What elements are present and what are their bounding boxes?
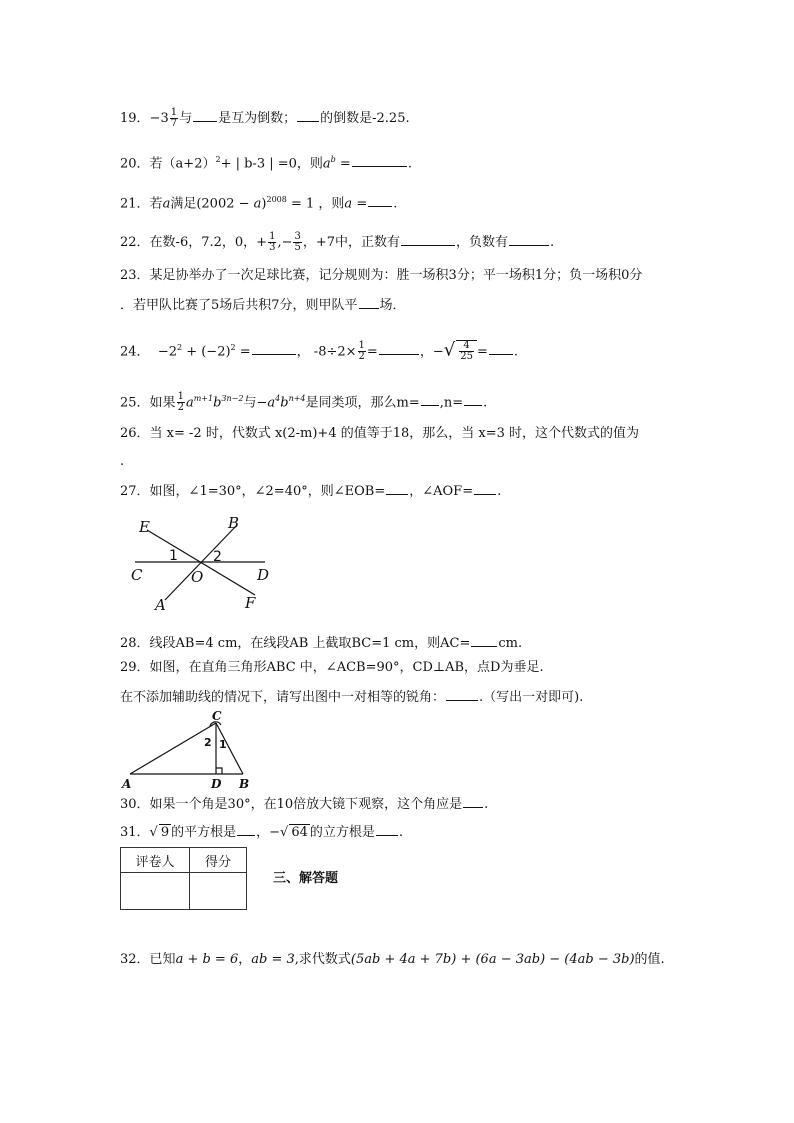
text: = <box>235 344 251 360</box>
question-number: 30． <box>120 797 150 812</box>
text: 的值. <box>634 952 665 967</box>
text: 如果一个角是30°，在10倍放大镜下观察，这个角应是 <box>149 797 463 812</box>
fraction: $\frac{1}{7}$ <box>170 107 178 129</box>
text: ,求代数式 <box>294 952 351 967</box>
text: ab = 3 <box>251 952 295 967</box>
score-table <box>120 847 247 910</box>
text: + | b-3 | =0，则 <box>220 156 323 172</box>
label-b: B <box>239 777 250 791</box>
superscript: 2 <box>176 343 183 352</box>
text: . <box>484 797 489 812</box>
square-root: $\frac{4}{25}$ <box>456 340 477 362</box>
text: = <box>476 344 488 360</box>
text: b <box>213 395 222 411</box>
question-number: 29． <box>120 660 150 675</box>
text: a <box>253 196 262 212</box>
text: 场． <box>379 298 406 313</box>
question-26 <box>120 426 639 442</box>
angle-2-label: 2 <box>213 549 222 565</box>
text: . <box>513 344 518 360</box>
superscript: 2 <box>230 343 236 352</box>
answer-blank[interactable] <box>446 688 478 701</box>
text: a <box>322 156 331 172</box>
question-29-line2 <box>120 688 583 706</box>
text: 是同类项，那么m= <box>305 395 420 411</box>
triangle-figure <box>120 706 260 792</box>
label-e: E <box>139 518 150 536</box>
label-b: B <box>228 514 240 532</box>
score-header: 得分 <box>190 848 247 873</box>
angle-1-label: 1 <box>169 548 178 564</box>
question-number: 27． <box>120 484 150 499</box>
question-22 <box>120 232 554 253</box>
answer-blank[interactable] <box>193 109 217 122</box>
answer-blank[interactable] <box>464 393 482 406</box>
text: 在不添加辅助线的情况下，请写出图中一对相等的锐角： <box>120 690 446 705</box>
text: . <box>398 825 404 840</box>
question-27 <box>120 482 501 500</box>
text: 的倒数是-2.25. <box>320 111 410 126</box>
question-number: 21． <box>120 196 150 212</box>
text: ，负数有 <box>456 235 509 250</box>
text: 某足协举办了一次足球比赛，记分规则为：胜一场积3分；平一场积1分；负一场积0分 <box>149 268 643 283</box>
text: −2 <box>157 344 177 360</box>
question-28 <box>120 634 522 652</box>
text: cm. <box>498 636 523 651</box>
square-root: 64 <box>291 825 308 840</box>
text: = <box>352 196 368 212</box>
text: 是互为倒数； <box>218 111 297 126</box>
square-root: 9 <box>160 825 170 840</box>
fraction: $\frac{1}{2}$ <box>177 391 184 414</box>
text: 的立方根是 <box>309 825 375 840</box>
text: 如果 <box>149 395 176 411</box>
text: −a <box>256 395 276 411</box>
section-title: 三、解答题 <box>273 871 339 886</box>
angle-1-label: 1 <box>219 738 227 751</box>
question-number: 32． <box>120 952 150 967</box>
text: ,− <box>277 235 293 250</box>
text: 的平方根是 <box>171 825 237 840</box>
text: ，∠AOF= <box>409 484 474 499</box>
angle-2-label: 2 <box>204 736 212 749</box>
text: = 1 ，则 <box>286 196 345 212</box>
fraction: $\frac{1}{3}$ <box>269 231 276 253</box>
question-30 <box>120 795 488 813</box>
superscript: m+1 <box>193 394 214 403</box>
superscript: n+4 <box>288 394 306 403</box>
question-number: 19． <box>120 111 150 126</box>
answer-blank[interactable] <box>359 296 379 309</box>
text: ， <box>238 952 252 967</box>
text: a + b = 6 <box>175 952 239 967</box>
question-number: 31． <box>120 825 150 840</box>
superscript: b <box>330 155 336 164</box>
fraction: $\frac{3}{5}$ <box>294 231 301 253</box>
text: . <box>120 454 125 469</box>
answer-blank[interactable] <box>471 634 497 647</box>
answer-blank[interactable] <box>352 154 407 167</box>
label-c: C <box>131 566 143 584</box>
question-23-line2 <box>120 296 406 314</box>
text: = <box>366 344 378 360</box>
label-f: F <box>245 594 256 612</box>
text: a <box>185 395 194 411</box>
text: 若（a+2） <box>149 156 216 172</box>
text: = <box>335 156 351 172</box>
question-19 <box>120 108 410 129</box>
answer-blank[interactable] <box>379 342 419 355</box>
question-20 <box>120 152 412 172</box>
answer-blank[interactable] <box>386 482 408 495</box>
text: ，− <box>419 344 444 360</box>
grader-cell[interactable] <box>121 873 190 910</box>
label-d: D <box>211 777 222 791</box>
text: . <box>550 235 555 250</box>
text: 如图，在直角三角形ABC 中，∠ACB=90°，CD⊥AB，点D为垂足. <box>149 660 544 675</box>
text: 与 <box>243 395 257 411</box>
answer-blank[interactable] <box>368 194 392 207</box>
superscript: 4 <box>275 394 281 403</box>
text: . <box>497 484 502 499</box>
label-o: O <box>191 568 204 586</box>
superscript: 2 <box>215 155 221 164</box>
answer-blank[interactable] <box>401 233 455 246</box>
question-23 <box>120 268 642 284</box>
label-c: C <box>212 709 222 723</box>
text: ， -8÷2× <box>296 344 357 360</box>
text: b <box>280 395 289 411</box>
text: (5ab + 4a + 7b) + (6a − 3ab) − (4ab − 3b) <box>350 952 635 967</box>
question-24: 24． $-2^2 + (-2)^2$ = ， -8÷2× $\frac{1}{2}$ = ，−√ $\frac{4}{25}$ = . <box>120 339 518 363</box>
text: 如图，∠1=30°，∠2=40°，则∠EOB= <box>149 484 386 499</box>
text: ，− <box>256 825 281 840</box>
question-number: 20． <box>120 156 150 172</box>
superscript: 3n−2 <box>221 394 244 403</box>
answer-blank[interactable] <box>474 482 496 495</box>
label-d: D <box>257 566 270 584</box>
question-number: 26． <box>120 426 150 441</box>
text: . <box>407 156 412 172</box>
question-26-line2 <box>120 454 124 470</box>
text: −3 <box>149 111 169 126</box>
fraction: $\frac{1}{2}$ <box>358 340 365 363</box>
text: 若 <box>149 196 163 212</box>
question-number: 23． <box>120 268 150 283</box>
question-25 <box>120 391 487 413</box>
right-angle-mark <box>216 768 222 774</box>
text: ,n= <box>439 395 464 411</box>
text: ，+7中，正数有 <box>302 235 401 250</box>
text: . <box>393 196 398 212</box>
text: 满足(2002 − <box>170 196 254 212</box>
question-number: 25． <box>120 395 150 411</box>
question-31: 31．√ 9 的平方根是 ，−√ 64 的立方根是 . <box>120 825 404 840</box>
angle-figure <box>125 510 285 615</box>
text: 在数-6，7.2，0，+ <box>149 235 268 250</box>
label-a: A <box>155 596 166 614</box>
answer-blank[interactable] <box>463 795 483 808</box>
answer-blank[interactable] <box>376 823 398 836</box>
answer-blank[interactable] <box>252 342 296 355</box>
answer-blank[interactable] <box>509 233 549 246</box>
question-29 <box>120 660 544 676</box>
label-a: A <box>122 777 132 791</box>
text: 与 <box>179 111 193 126</box>
score-cell[interactable] <box>190 873 247 910</box>
answer-blank[interactable] <box>421 393 439 406</box>
text: 当 x= -2 时，代数式 x(2-m)+4 的值等于18，那么，当 x=3 时，这个代数式的值为 <box>149 426 640 441</box>
text: 已知 <box>149 952 176 967</box>
superscript: 2008 <box>266 195 287 204</box>
question-number: 24． <box>120 344 150 360</box>
text: ) <box>261 196 267 212</box>
answer-blank[interactable] <box>489 342 513 355</box>
text: a <box>344 196 353 212</box>
text: 线段AB=4 cm，在线段AB 上截取BC=1 cm，则AC= <box>149 636 471 651</box>
answer-blank[interactable] <box>237 823 255 836</box>
answer-blank[interactable] <box>297 109 319 122</box>
text: .（写出一对即可). <box>479 690 584 705</box>
text: . <box>483 395 488 411</box>
text: ．若甲队比赛了5场后共积7分，则甲队平 <box>120 298 358 313</box>
text: + (−2) <box>182 344 231 360</box>
question-32 <box>120 952 665 968</box>
grader-header: 评卷人 <box>121 848 190 873</box>
question-number: 22． <box>120 235 150 250</box>
question-number: 28． <box>120 636 150 651</box>
text: a <box>162 196 171 212</box>
question-21 <box>120 192 397 212</box>
